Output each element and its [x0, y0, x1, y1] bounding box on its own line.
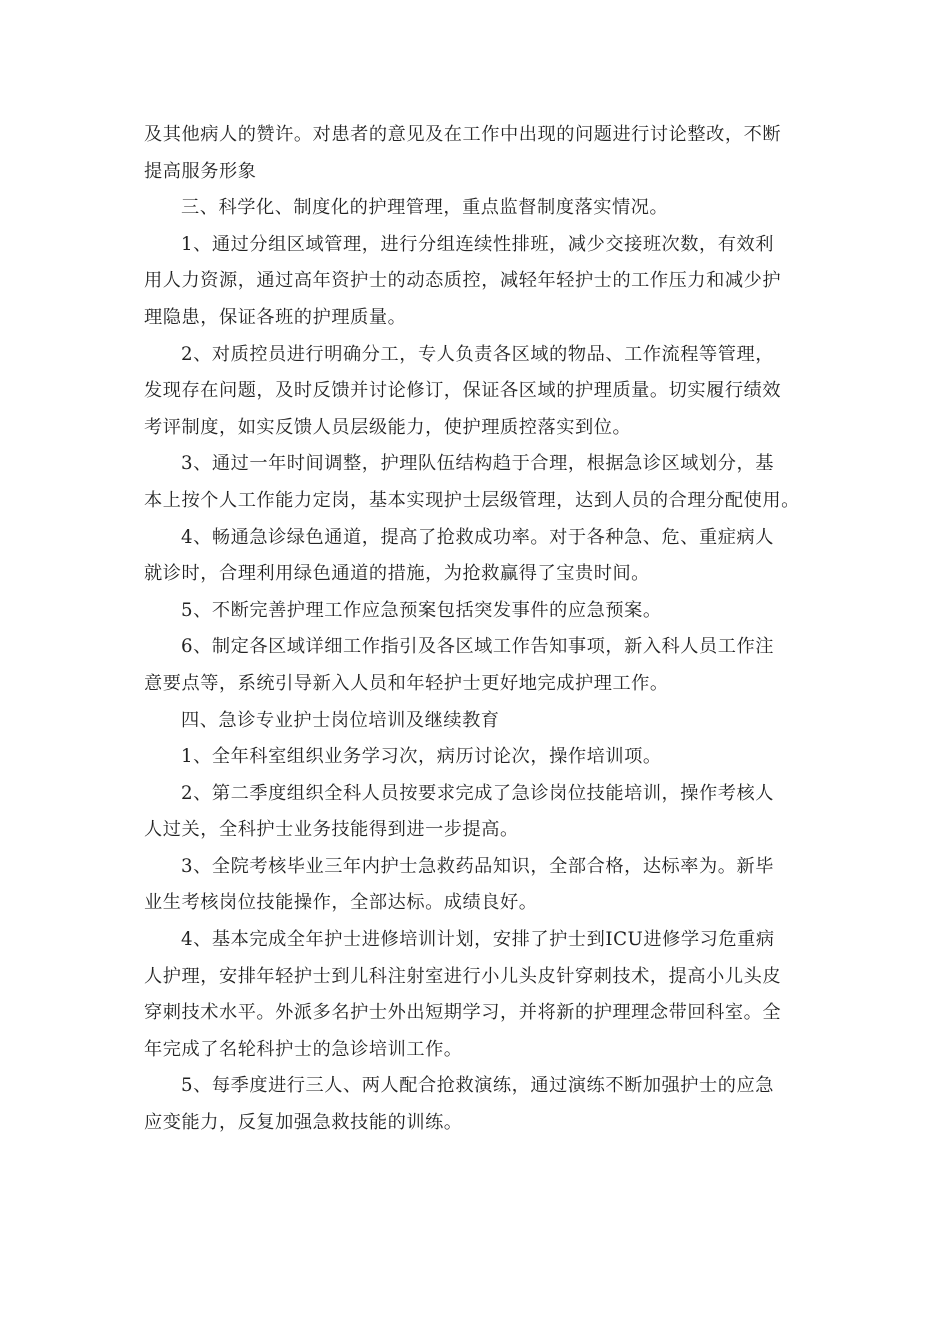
text-line: 提高服务形象 [144, 160, 257, 182]
text-line: 三、科学化、制度化的护理管理，重点监督制度落实情况。 [181, 197, 669, 219]
paragraph [144, 776, 814, 849]
text-line: 2、对质控员进行明确分工，专人负责各区域的物品、工作流程等管理， [181, 343, 774, 365]
text-line: 人护理，安排年轻护士到儿科注射室进行小儿头皮针穿刺技术，提高小儿头皮 [144, 965, 782, 987]
text-line: 意要点等，系统引导新入人员和年轻护士更好地完成护理工作。 [144, 672, 669, 694]
text-line: 1、通过分组区域管理，进行分组连续性排班，减少交接班次数，有效利 [181, 233, 774, 255]
section-heading [144, 190, 814, 227]
section-heading [144, 703, 814, 740]
text-line: 应变能力，反复加强急救技能的训练。 [144, 1112, 463, 1134]
text-line: 2、第二季度组织全科人员按要求完成了急诊岗位技能培训，操作考核人 [181, 782, 774, 804]
text-line: 本上按个人工作能力定岗，基本实现护士层级管理，达到人员的合理分配使用。 [144, 489, 800, 511]
paragraph [144, 593, 814, 630]
paragraph [144, 337, 814, 447]
text-line: 用人力资源，通过高年资护士的动态质控，减轻年轻护士的工作压力和减少护 [144, 270, 782, 292]
text-line: 人过关，全科护士业务技能得到进一步提高。 [144, 819, 519, 841]
text-line: 1、全年科室组织业务学习次，病历讨论次，操作培训项。 [181, 746, 662, 768]
text-line: 考评制度，如实反馈人员层级能力，使护理质控落实到位。 [144, 416, 632, 438]
text-line: 3、通过一年时间调整，护理队伍结构趋于合理，根据急诊区域划分，基 [181, 453, 774, 475]
paragraph [144, 117, 814, 190]
text-line: 发现存在问题，及时反馈并讨论修订，保证各区域的护理质量。切实履行绩效 [144, 380, 782, 402]
text-line: 3、全院考核毕业三年内护士急救药品知识，全部合格，达标率为。新毕 [181, 855, 774, 877]
paragraph [144, 739, 814, 776]
paragraph [144, 227, 814, 337]
paragraph [144, 629, 814, 702]
text-line: 四、急诊专业护士岗位培训及继续教育 [181, 709, 500, 731]
text-line: 6、制定各区域详细工作指引及各区域工作告知事项，新入科人员工作注 [181, 636, 774, 658]
paragraph [144, 849, 814, 922]
paragraph [144, 520, 814, 593]
text-line: 就诊时，合理利用绿色通道的措施，为抢救赢得了宝贵时间。 [144, 563, 650, 585]
paragraph [144, 1068, 814, 1141]
text-line: 5、不断完善护理工作应急预案包括突发事件的应急预案。 [181, 599, 662, 621]
text-line: 4、基本完成全年护士进修培训计划，安排了护士到ICU进修学习危重病 [181, 929, 775, 951]
document-body [144, 117, 814, 1142]
text-line: 理隐患，保证各班的护理质量。 [144, 306, 407, 328]
text-line: 业生考核岗位技能操作，全部达标。成绩良好。 [144, 892, 538, 914]
text-line: 年完成了名轮科护士的急诊培训工作。 [144, 1038, 463, 1060]
text-line: 穿刺技术水平。外派多名护士外出短期学习，并将新的护理理念带回科室。全 [144, 1002, 782, 1024]
text-line: 5、每季度进行三人、两人配合抢救演练，通过演练不断加强护士的应急 [181, 1075, 774, 1097]
paragraph [144, 922, 814, 1068]
paragraph [144, 446, 814, 519]
text-line: 及其他病人的赞许。对患者的意见及在工作中出现的问题进行讨论整改，不断 [144, 124, 782, 145]
text-line: 4、畅通急诊绿色通道，提高了抢救成功率。对于各种急、危、重症病人 [181, 526, 774, 548]
